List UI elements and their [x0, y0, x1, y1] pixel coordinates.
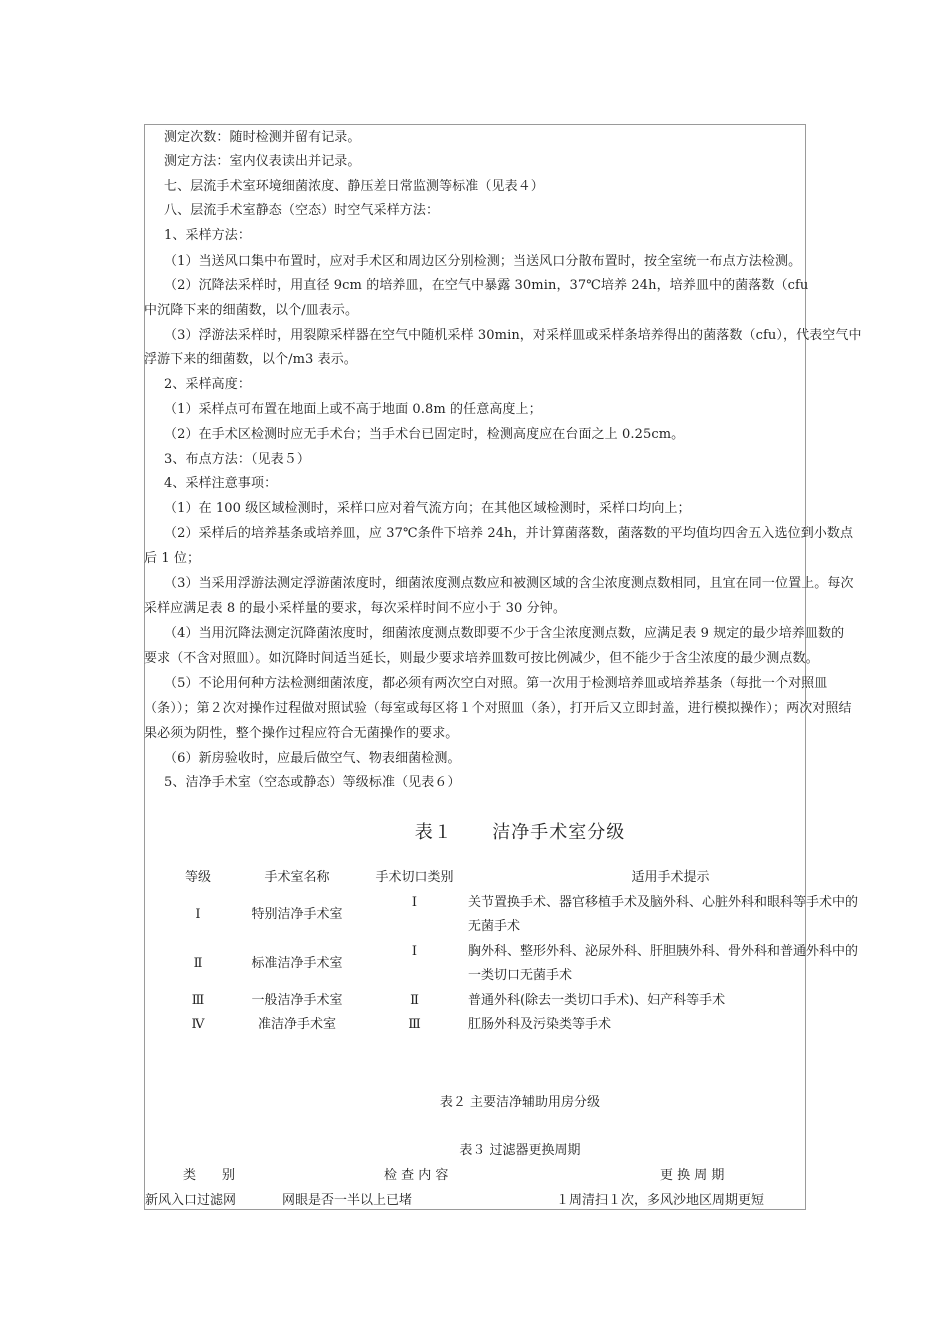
text-line: （2）采样后的培养基条或培养皿，应 37℃条件下培养 24h，并计算菌落数，菌落数的平均值均四舍五入选位到小数点 [164, 526, 854, 541]
table1-number: 表１ [414, 822, 453, 843]
text-line: 浮游下来的细菌数，以个/m3 表示。 [144, 352, 357, 367]
table-cell: 准洁净手术室 [257, 1017, 336, 1032]
table-row [163, 891, 873, 940]
table-cell: 特别洁净手术室 [251, 906, 343, 922]
table-cell: 标准洁净手术室 [251, 955, 343, 971]
table-cell: Ⅰ [411, 894, 418, 910]
text-line: 4、采样注意事项： [164, 476, 278, 491]
header-cell: 手术切口类别 [375, 870, 454, 885]
text-line: （4）当用沉降法测定沉降菌浓度时，细菌浓度测点数即要不少于含尘浓度测点数，应满足表 9 规定的最少培养皿数的 [164, 626, 845, 641]
text-line: 后 1 位； [144, 551, 201, 566]
text-line: （3）当采用浮游法测定浮游菌浓度时，细菌浓度测点数应和被测区域的含尘浓度测点数相同，且宜在同一位置上。每次 [164, 576, 854, 591]
header-cell: 手术室名称 [264, 870, 330, 885]
text-line: （2）沉降法采样时，用直径 9cm 的培养皿，在空气中暴露 30min，37℃培养 24h，培养皿中的菌落数（cfu [164, 278, 809, 293]
text-line: 测定次数：随时检测并留有记录。 [164, 130, 361, 145]
table-header-row [163, 866, 873, 891]
table1-title [144, 818, 896, 844]
table1-caption: 洁净手术室分级 [492, 822, 626, 843]
table3-header-cycle: 更 换 周 期 [660, 1168, 725, 1183]
text-line: （1）在 100 级区域检测时，采样口应对着气流方向；在其他区域检测时，采样口均向上； [164, 501, 691, 516]
table-cell: 肛肠外科及污染类等手术 [468, 1017, 612, 1032]
table-cell: Ⅲ [191, 992, 205, 1008]
table-cell: Ⅰ [195, 906, 201, 922]
table-cell: 一般洁净手术室 [251, 992, 343, 1008]
table-cell: Ⅰ [411, 943, 418, 959]
table3-cell: 新风入口过滤网 [145, 1193, 237, 1208]
header-cell: 等级 [184, 870, 211, 885]
table-cell: 关节置换手术、器官移植手术及脑外科、心脏外科和眼科等手术中的无菌手术 [468, 894, 859, 934]
header-cell: 适用手术提示 [631, 870, 710, 885]
table-cell: 普通外科(除去一类切口手术)、妇产科等手术 [468, 992, 726, 1008]
text-line: （1）采样点可布置在地面上或不高于地面 0.8m 的任意高度上； [164, 402, 542, 417]
text-line: 八、层流手术室静态（空态）时空气采样方法： [164, 203, 440, 218]
text-line: 2、采样高度： [164, 377, 251, 392]
table-row [163, 940, 873, 989]
classification-table [163, 866, 873, 1038]
text-line: 要求（不含对照皿）。如沉降时间适当延长，则最少要求培养皿数可按比例减少，但不能少于含尘浓度的最少测点数。 [144, 651, 819, 666]
text-line: 七、层流手术室环境细菌浓度、静压差日常监测等标准（见表４） [164, 179, 544, 194]
table-row [163, 989, 873, 1014]
text-line: 中沉降下来的细菌数，以个/皿表示。 [144, 303, 359, 318]
text-line: （1）当送风口集中布置时，应对手术区和周边区分别检测；当送风口分散布置时，按全室统一布点方法检测。 [164, 254, 802, 269]
table3-cell: 网眼是否一半以上已堵 [282, 1193, 413, 1208]
text-line: （3）浮游法采样时，用裂隙采样器在空气中随机采样 30min，对采样皿或采样条培养得出的菌落数（cfu），代表空气中 [164, 328, 862, 343]
table-cell: Ⅳ [191, 1017, 205, 1032]
table3-header-category: 类 别 [183, 1168, 236, 1183]
table3-header-check: 检 查 内 容 [384, 1168, 449, 1183]
text-line: 3、布点方法：（见表５） [164, 452, 310, 467]
text-line: 1、采样方法： [164, 228, 251, 243]
text-line: （2）在手术区检测时应无手术台；当手术台已固定时，检测高度应在台面之上 0.25cm。 [164, 427, 685, 442]
text-line: 采样应满足表 8 的最小采样量的要求，每次采样时间不应小于 30 分钟。 [144, 601, 566, 616]
table-cell: Ⅲ [408, 1017, 421, 1032]
text-line: 果必须为阴性，整个操作过程应符合无菌操作的要求。 [144, 726, 459, 741]
text-line: 测定方法：室内仪表读出并记录。 [164, 154, 361, 169]
table3-title: 表３ 过滤器更换周期 [459, 1143, 581, 1158]
text-line: 5、洁净手术室（空态或静态）等级标准（见表６） [164, 775, 461, 790]
table-cell: Ⅱ [410, 992, 419, 1008]
table3-cell: １周清扫１次，多风沙地区周期更短 [556, 1193, 765, 1208]
text-line: （5）不论用何种方法检测细菌浓度，都必须有两次空白对照。第一次用于检测培养皿或培养基条（每批一个对照皿 [164, 676, 828, 691]
text-line: （6）新房验收时，应最后做空气、物表细菌检测。 [164, 751, 461, 766]
table-cell: 胸外科、整形外科、泌尿外科、肝胆胰外科、骨外科和普通外科中的一类切口无菌手术 [468, 943, 859, 983]
table-cell: Ⅱ [193, 955, 203, 971]
table2-title: 表２ 主要洁净辅助用房分级 [439, 1095, 601, 1110]
text-line: （条））；第２次对操作过程做对照试验（每室或每区将１个对照皿（条），打开后又立即封盖，进行模拟操作）；两次对照结 [144, 701, 852, 716]
table-row [163, 1013, 873, 1038]
